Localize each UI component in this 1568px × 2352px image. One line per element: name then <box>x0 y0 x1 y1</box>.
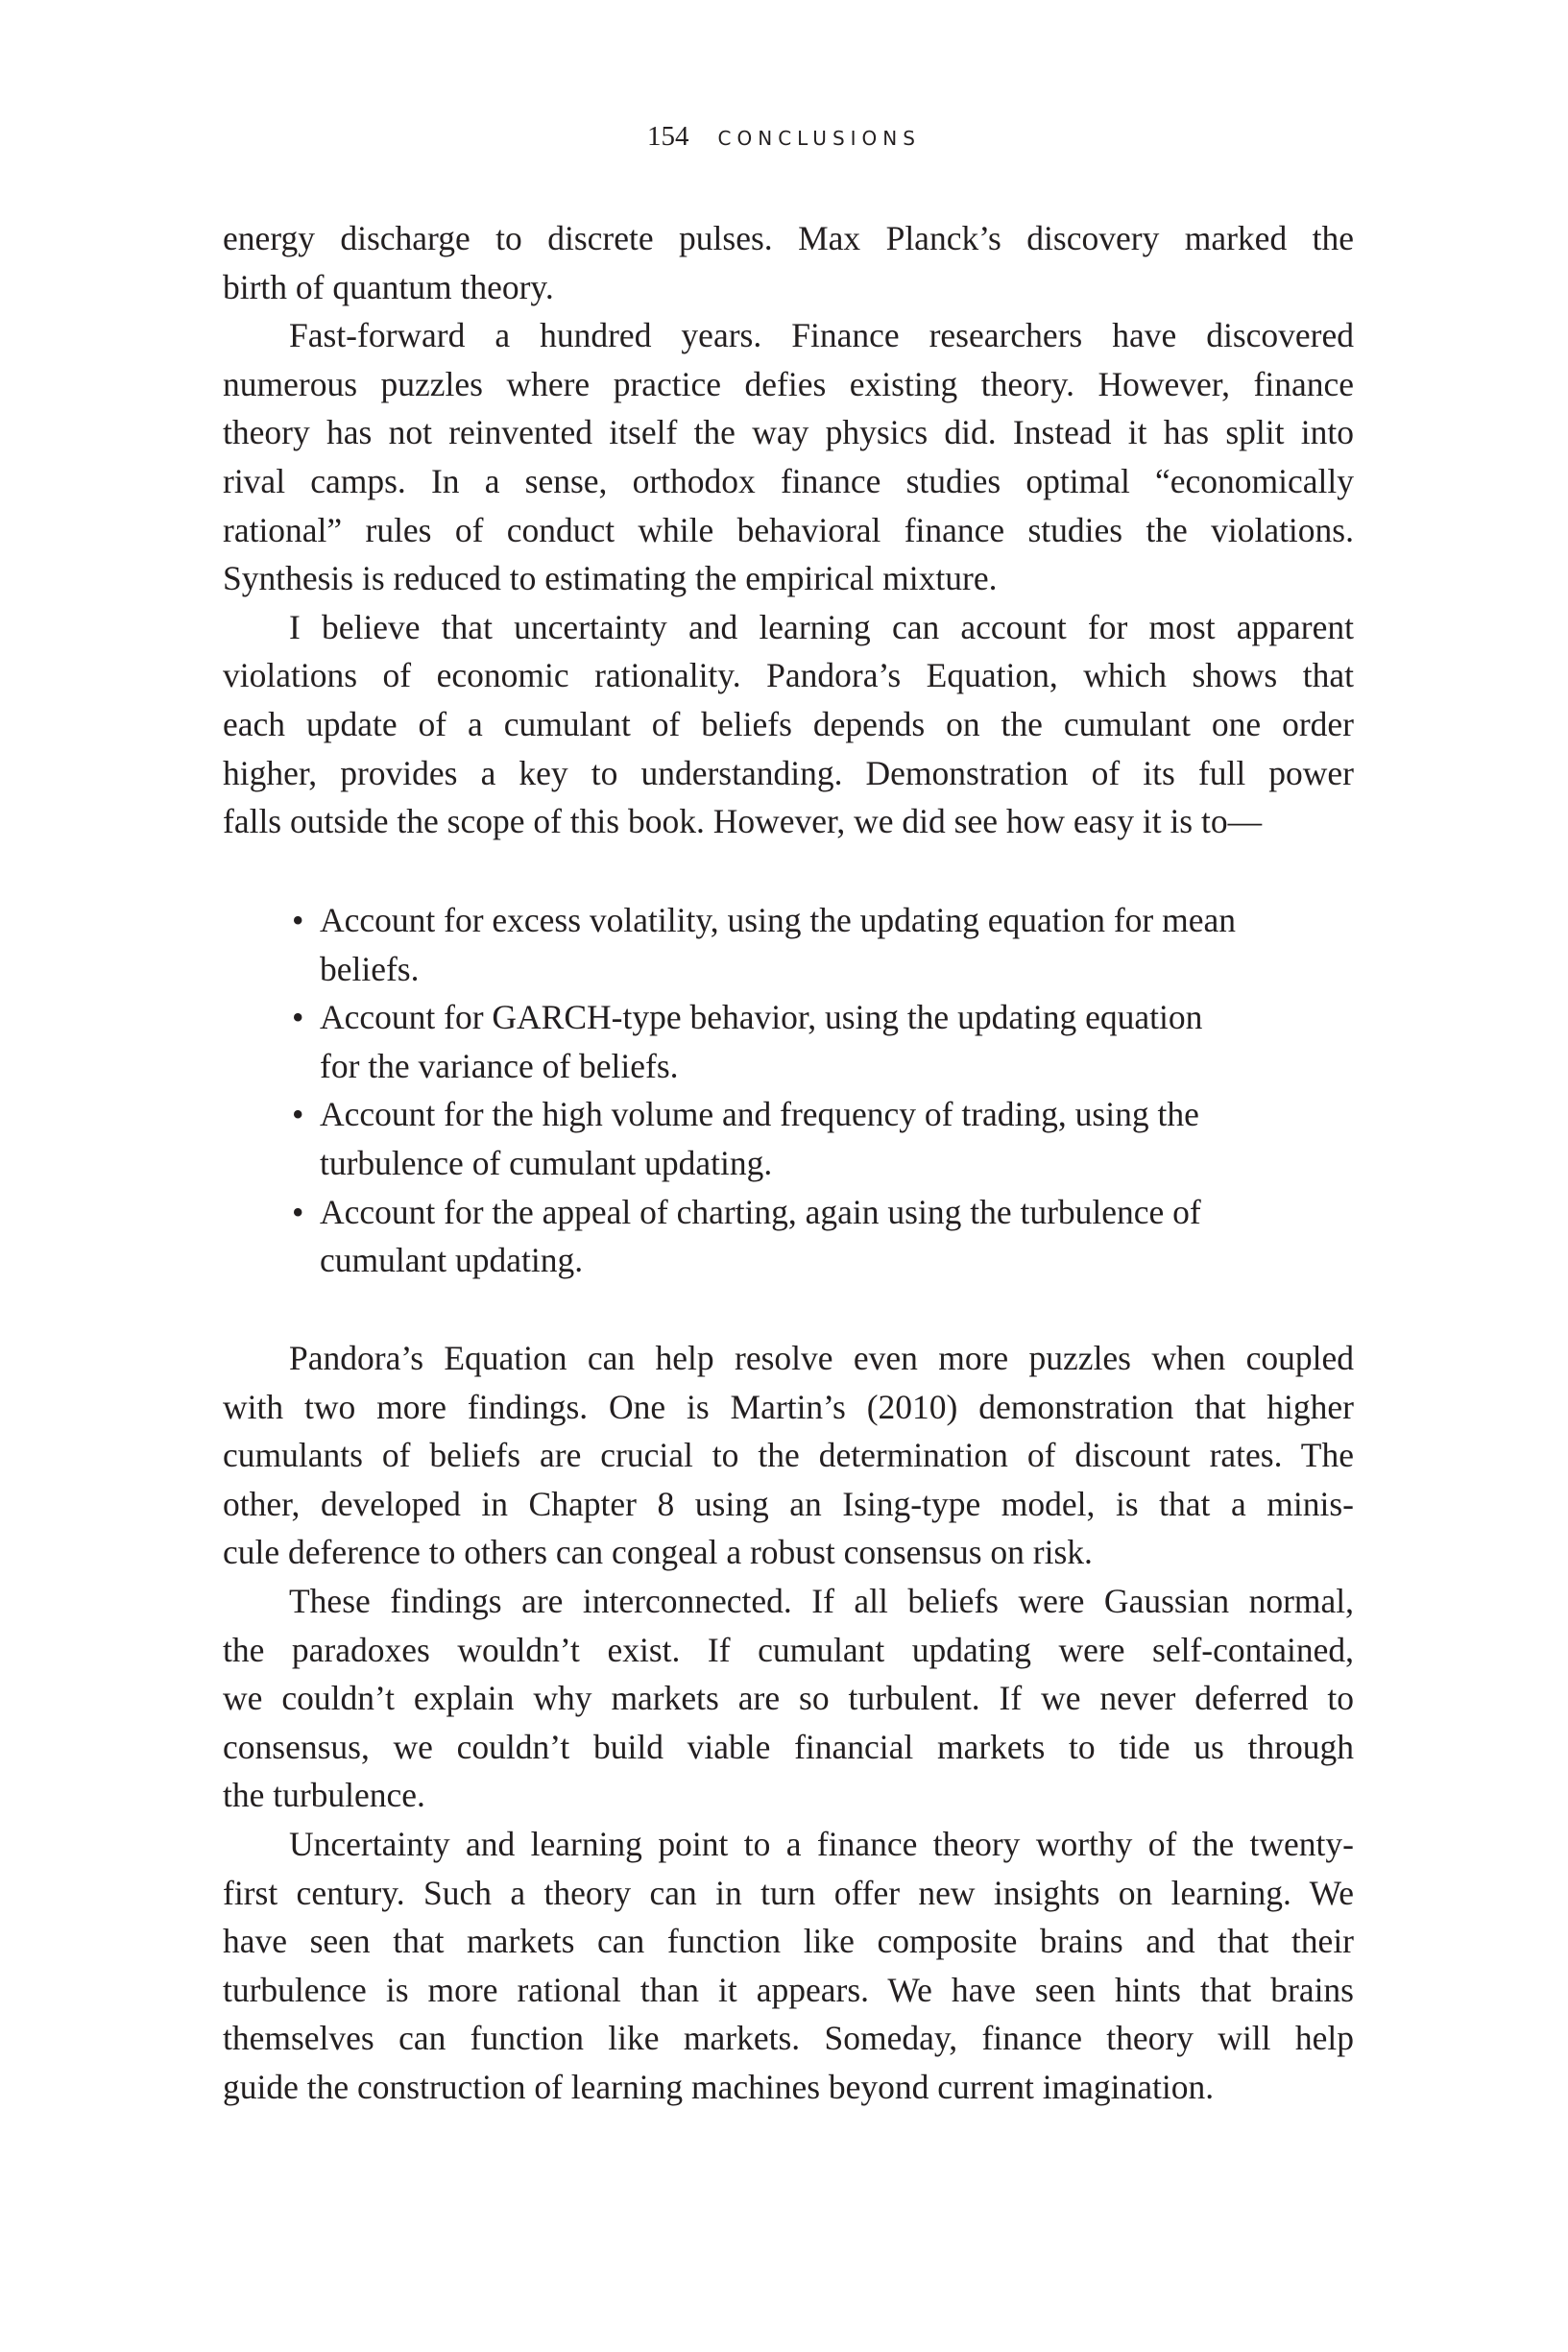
running-head <box>0 121 1568 153</box>
paragraph-start: These findings are interconnected. If all beliefs were Gaussian normal, <box>289 1581 1354 1620</box>
text-line: energy discharge to discrete pulses. Max Planck’s discovery marked the <box>223 219 1354 257</box>
bullet-text: turbulence of cumulant updating. <box>320 1143 773 1182</box>
text-line: we couldn’t explain why markets are so turbulent. If we never deferred to <box>223 1679 1354 1718</box>
bullet-text: Account for GARCH-type behavior, using the updating equation <box>320 998 1203 1037</box>
text-line: rational” rules of conduct while behavioral finance studies the violations. <box>223 510 1354 549</box>
text-line: each update of a cumulant of beliefs depends on the cumulant one order <box>223 704 1354 743</box>
body-text-lower <box>223 1334 1354 2112</box>
text-line: guide the construction of learning machines beyond current imagination. <box>223 2067 1215 2106</box>
bullet-icon: • <box>292 1192 304 1231</box>
page-number: 154 <box>647 121 689 152</box>
bullet-item <box>223 1188 1290 1285</box>
bullet-item <box>223 993 1290 1090</box>
text-line: Synthesis is reduced to estimating the empirical mixture. <box>223 559 998 598</box>
text-line: higher, provides a key to understanding. Demonstration of its full power <box>223 753 1354 792</box>
bullet-text: Account for the high volume and frequency of trading, using the <box>320 1095 1199 1134</box>
text-line: other, developed in Chapter 8 using an Ising-type model, is that a minis- <box>223 1484 1354 1523</box>
text-line: themselves can function like markets. Someday, finance theory will help <box>223 2019 1354 2058</box>
bullet-icon: • <box>292 1095 304 1134</box>
chapter-title: CONCLUSIONS <box>717 127 921 150</box>
text-line: turbulence is more rational than it appears. We have seen hints that brains <box>223 1970 1354 2009</box>
text-line: have seen that markets can function like composite brains and that their <box>223 1922 1354 1961</box>
paragraph-start: I believe that uncertainty and learning can account for most apparent <box>289 607 1354 646</box>
text-line: rival camps. In a sense, orthodox finance studies optimal “economically <box>223 461 1354 500</box>
bullet-item <box>223 896 1290 993</box>
bullet-text: Account for the appeal of charting, again using the turbulence of <box>320 1192 1201 1231</box>
text-line: violations of economic rationality. Pandora’s Equation, which shows that <box>223 656 1354 695</box>
bullet-icon: • <box>292 901 304 939</box>
text-line: the turbulence. <box>223 1776 425 1815</box>
body-text-upper <box>223 214 1354 846</box>
bullet-text: Account for excess volatility, using the updating equation for mean <box>320 901 1236 939</box>
bullet-item <box>223 1090 1290 1187</box>
text-line: consensus, we couldn’t build viable financial markets to tide us through <box>223 1727 1354 1766</box>
paragraph-start: Uncertainty and learning point to a finance theory worthy of the twenty- <box>289 1824 1354 1863</box>
bullet-text: beliefs. <box>320 949 420 988</box>
text-line: with two more findings. One is Martin’s (2010) demonstration that higher <box>223 1387 1354 1426</box>
bullet-text: cumulant updating. <box>320 1241 584 1280</box>
paragraph-start: Pandora’s Equation can help resolve even more puzzles when coupled <box>289 1339 1354 1377</box>
bullet-list <box>223 896 1354 1285</box>
text-line: first century. Such a theory can in turn offer new insights on learning. We <box>223 1873 1354 1912</box>
text-line: the paradoxes wouldn’t exist. If cumulant updating were self-contained, <box>223 1630 1354 1669</box>
bullet-icon: • <box>292 998 304 1037</box>
bullet-text: for the variance of beliefs. <box>320 1046 679 1085</box>
text-line: falls outside the scope of this book. However, we did see how easy it is to— <box>223 802 1263 841</box>
text-line: birth of quantum theory. <box>223 267 554 306</box>
text-line: cumulants of beliefs are crucial to the determination of discount rates. The <box>223 1436 1354 1475</box>
paragraph-start: Fast-forward a hundred years. Finance researchers have discovered <box>289 316 1354 355</box>
text-line: theory has not reinvented itself the way physics did. Instead it has split into <box>223 413 1354 452</box>
text-line: numerous puzzles where practice defies existing theory. However, finance <box>223 364 1354 403</box>
text-line: cule deference to others can congeal a robust consensus on risk. <box>223 1533 1093 1572</box>
